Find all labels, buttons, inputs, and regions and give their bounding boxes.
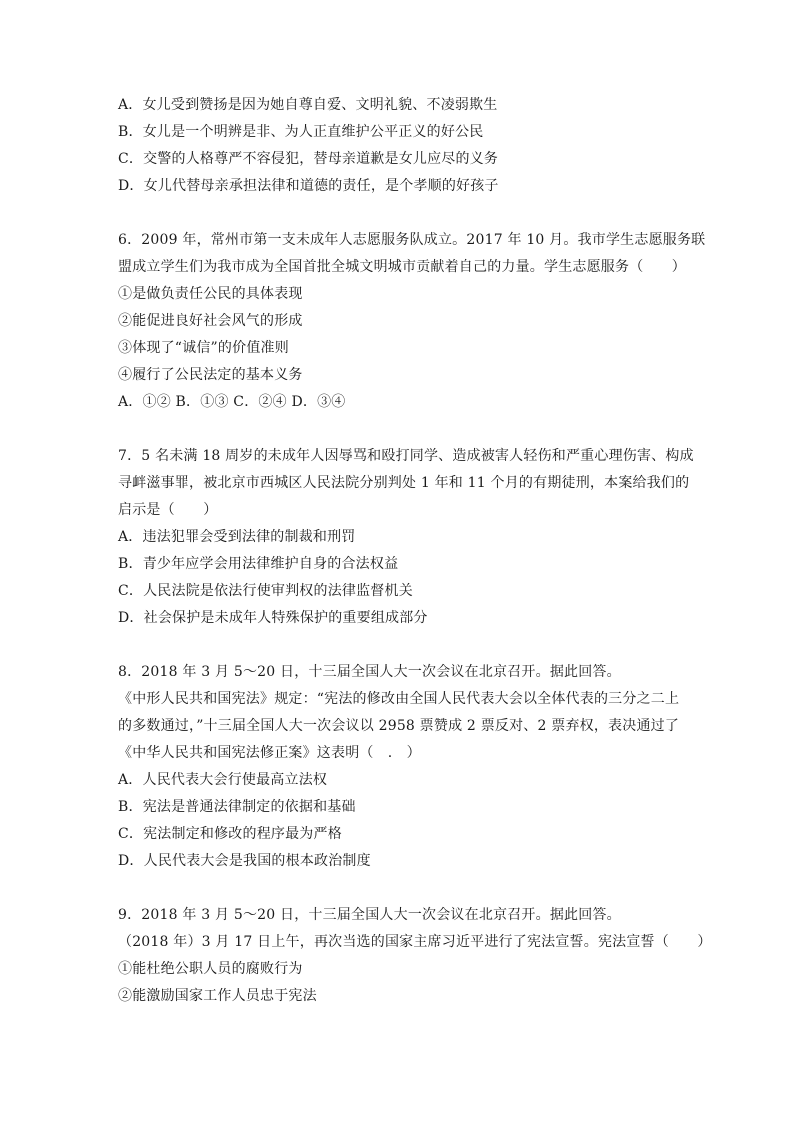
option-d: D．女儿代替母亲承担法律和道德的责任，是个孝顺的好孩子 xyxy=(118,178,499,194)
statement-2: ②能促进良好社会风气的形成 xyxy=(118,313,303,329)
option-d: D．社会保护是未成年人特殊保护的重要组成部分 xyxy=(118,610,428,626)
question-stem-line: 的多数通过，”十三届全国人大一次会议以 2958 票赞成 2 票反对、2 票弃权，表决通过了 xyxy=(118,718,680,734)
option-c: C．宪法制定和修改的程序最为严格 xyxy=(118,826,342,842)
option-a: A．人民代表大会行使最高立法权 xyxy=(118,772,328,788)
question-stem-line: 6．2009 年，常州市第一支未成年人志愿服务队成立。2017 年 10 月。我市学生志愿服务联 xyxy=(118,232,706,248)
question-stem-line: 8．2018 年 3 月 5～20 日，十三届全国人大一次会议在北京召开。据此回答。 xyxy=(118,664,621,680)
option-a: A．违法犯罪会受到法律的制裁和刑罚 xyxy=(118,529,356,545)
question-5-options xyxy=(118,92,678,200)
option-c: C．人民法院是依法行使审判权的法律监督机关 xyxy=(118,583,413,599)
spacer xyxy=(118,632,678,659)
statement-3: ③体现了“诚信”的价值准则 xyxy=(118,340,289,356)
option-d: D．人民代表大会是我国的根本政治制度 xyxy=(118,853,371,869)
statement-1: ①是做负责任公民的具体表现 xyxy=(118,286,303,302)
option-b: B．宪法是普通法律制定的依据和基础 xyxy=(118,799,356,815)
question-stem-line: 寻衅滋事罪，被北京市西城区人民法院分别判处 1 年和 11 个月的有期徒刑，本案给我们的 xyxy=(118,475,690,491)
question-stem-line: 9．2018 年 3 月 5～20 日，十三届全国人大一次会议在北京召开。据此回答。 xyxy=(118,907,621,923)
question-stem-line: 盟成立学生们为我市成为全国首批全城文明城市贡献着自己的力量。学生志愿服务（ ） xyxy=(118,259,686,275)
question-stem-line: 《中华人民共和国宪法修正案》这表明（ . ） xyxy=(118,745,421,761)
question-stem-line: 《中形人民共和国宪法》规定：“宪法的修改由全国人民代表大会以全体代表的三分之二上 xyxy=(118,691,680,707)
statement-2: ②能激励国家工作人员忠于宪法 xyxy=(118,988,317,1004)
question-7 xyxy=(118,443,694,632)
question-stem-line: （2018 年）3 月 17 日上午，再次当选的国家主席习近平进行了宪法宣誓。宪法宣誓（ ） xyxy=(118,934,712,950)
statement-1: ①能杜绝公职人员的腐败行为 xyxy=(118,961,303,977)
spacer xyxy=(118,416,678,443)
question-stem-line: 7．5 名未满 18 周岁的未成年人因辱骂和殴打同学、造成被害人轻伤和严重心理伤害、构成 xyxy=(118,448,694,464)
question-6 xyxy=(118,227,706,416)
spacer xyxy=(118,875,678,902)
spacer xyxy=(118,200,678,227)
question-9 xyxy=(118,902,712,1010)
question-8 xyxy=(118,659,678,875)
option-a: A．女儿受到赞扬是因为她自尊自爱、文明礼貌、不凌弱欺生 xyxy=(118,97,498,113)
document-page xyxy=(118,92,712,1010)
option-b: B．女儿是一个明辨是非、为人正直维护公平正义的好公民 xyxy=(118,124,484,140)
option-c: C．交警的人格尊严不容侵犯，替母亲道歉是女儿应尽的义务 xyxy=(118,151,499,167)
answer-options: A．①② B．①③ C．②④ D．③④ xyxy=(118,394,346,410)
option-b: B．青少年应学会用法律维护自身的合法权益 xyxy=(118,556,399,572)
statement-4: ④履行了公民法定的基本义务 xyxy=(118,367,303,383)
question-stem-line: 启示是（ ） xyxy=(118,502,218,518)
